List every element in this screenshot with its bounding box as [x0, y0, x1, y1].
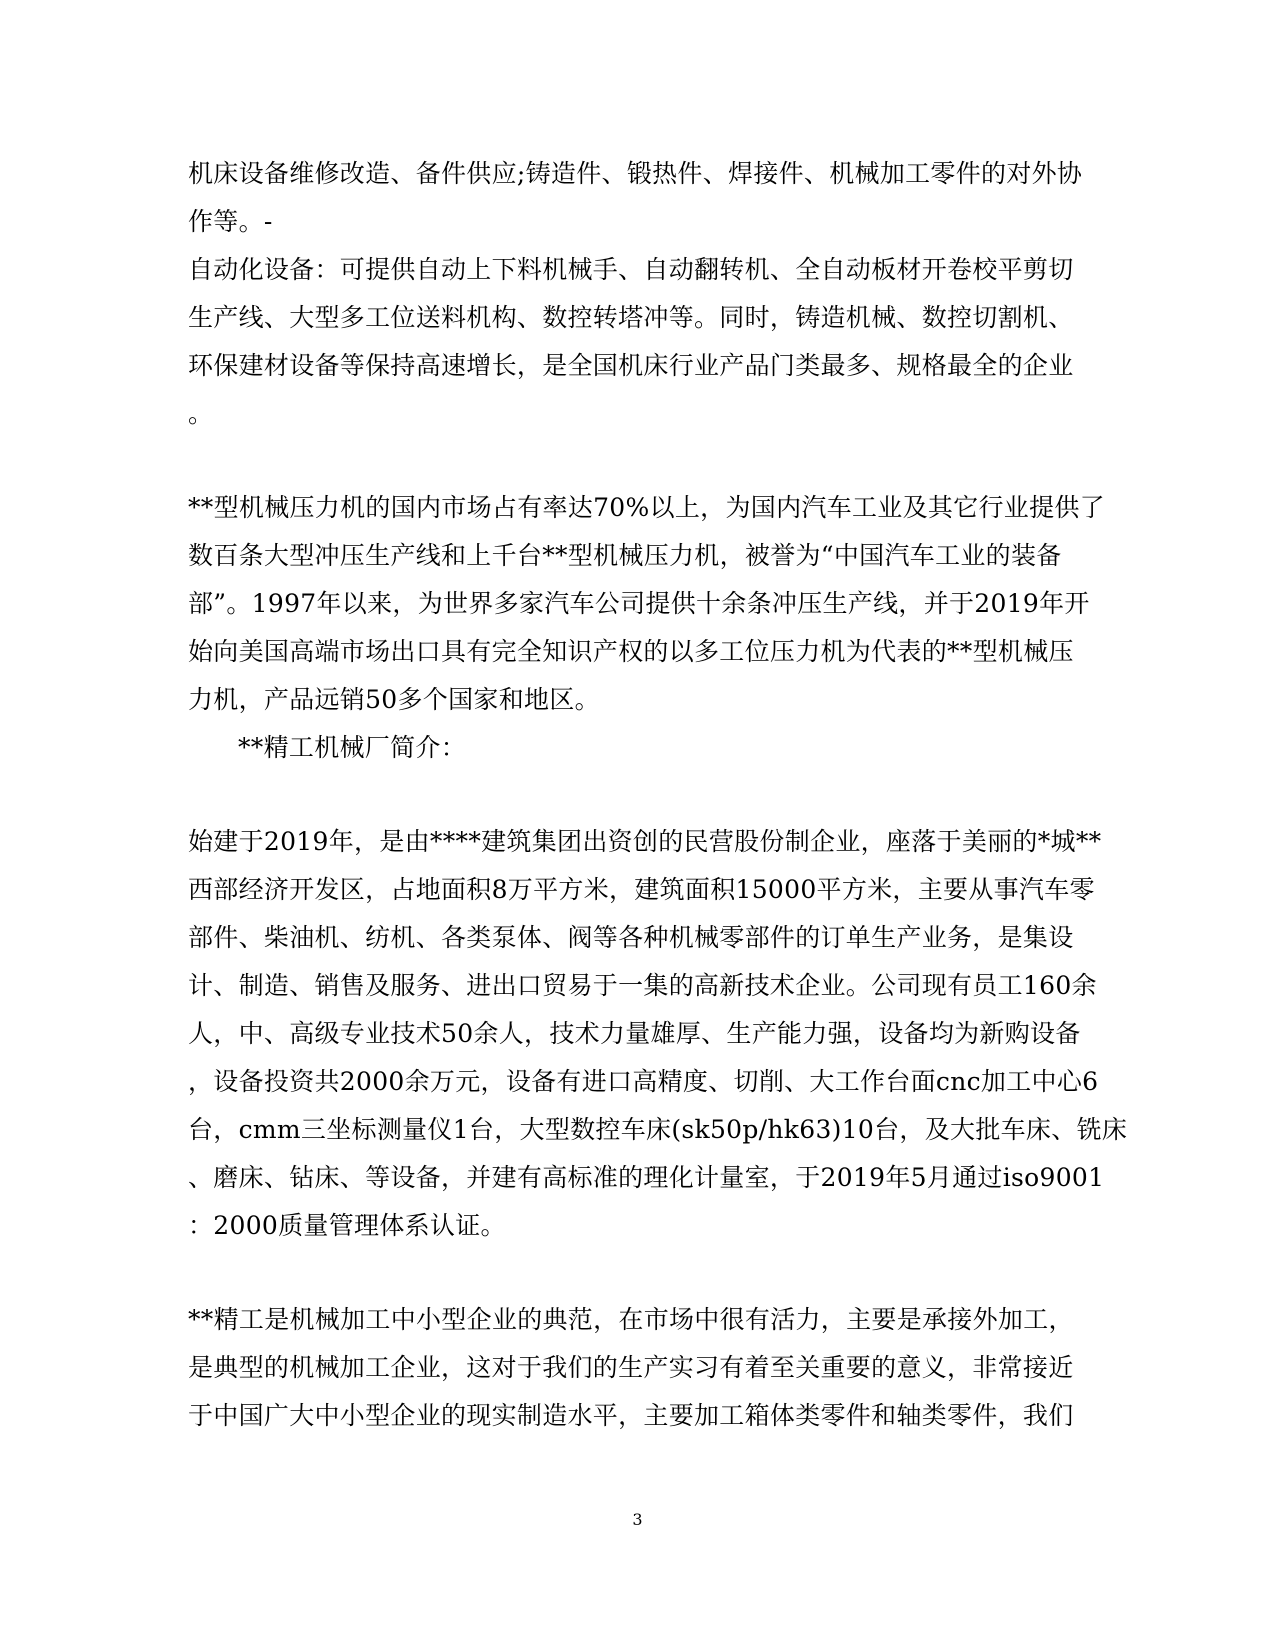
paragraph-4-line-3: 部件、柴油机、纺机、各类泵体、阀等各种机械零部件的订单生产业务，是集设 — [188, 923, 1074, 952]
paragraph-4-line-6: ，设备投资共2000余万元，设备有进口高精度、切削、大工作台面cnc加工中心6 — [188, 1067, 1099, 1096]
paragraph-5-line-1: **精工是机械加工中小型企业的典范，在市场中很有活力，主要是承接外加工， — [188, 1305, 1074, 1334]
paragraph-4-line-9: ：2000质量管理体系认证。 — [188, 1211, 506, 1240]
paragraph-3-line-3: 部”。1997年以来，为世界多家汽车公司提供十余条冲压生产线，并于2019年开 — [188, 589, 1090, 618]
paragraph-5-line-3: 于中国广大中小型企业的现实制造水平，主要加工箱体类零件和轴类零件，我们 — [188, 1401, 1074, 1430]
paragraph-4-line-7: 台，cmm三坐标测量仪1台，大型数控车床(sk50p/hk63)10台，及大批车床、铣床 — [188, 1115, 1128, 1144]
paragraph-3-line-1: **型机械压力机的国内市场占有率达70%以上，为国内汽车工业及其它行业提供了 — [188, 493, 1105, 522]
paragraph-4-line-2: 西部经济开发区，占地面积8万平方米，建筑面积15000平方米，主要从事汽车零 — [188, 875, 1095, 904]
paragraph-4-line-1: 始建于2019年，是由****建筑集团出资创的民营股份制企业，座落于美丽的*城** — [188, 827, 1102, 856]
paragraph-5-line-2: 是典型的机械加工企业，这对于我们的生产实习有着至关重要的意义，非常接近 — [188, 1353, 1074, 1382]
paragraph-2-line-2: 生产线、大型多工位送料机构、数控转塔冲等。同时，铸造机械、数控切割机、 — [188, 303, 1074, 332]
paragraph-2-line-1: 自动化设备：可提供自动上下料机械手、自动翻转机、全自动板材开卷校平剪切 — [188, 255, 1074, 284]
paragraph-4-line-5: 人，中、高级专业技术50余人，技术力量雄厚、生产能力强，设备均为新购设备 — [188, 1019, 1081, 1048]
page-number: 3 — [632, 1510, 643, 1529]
paragraph-1-line-2: 作等。- — [188, 207, 273, 236]
paragraph-2-line-3: 环保建材设备等保持高速增长，是全国机床行业产品门类最多、规格最全的企业 — [188, 351, 1074, 380]
paragraph-3-line-2: 数百条大型冲压生产线和上千台**型机械压力机，被誉为“中国汽车工业的装备 — [188, 541, 1062, 570]
section-heading: **精工机械厂简介： — [238, 733, 467, 762]
paragraph-3-line-5: 力机，产品远销50多个国家和地区。 — [188, 685, 600, 714]
paragraph-2-line-4: 。 — [188, 399, 214, 428]
paragraph-4-line-8: 、磨床、钻床、等设备，并建有高标准的理化计量室，于2019年5月通过iso9001 — [188, 1163, 1105, 1192]
paragraph-1-line-1: 机床设备维修改造、备件供应;铸造件、锻热件、焊接件、机械加工零件的对外协 — [188, 159, 1083, 188]
paragraph-3-line-4: 始向美国高端市场出口具有完全知识产权的以多工位压力机为代表的**型机械压 — [188, 637, 1074, 666]
paragraph-4-line-4: 计、制造、销售及服务、进出口贸易于一集的高新技术企业。公司现有员工160余 — [188, 971, 1097, 1000]
